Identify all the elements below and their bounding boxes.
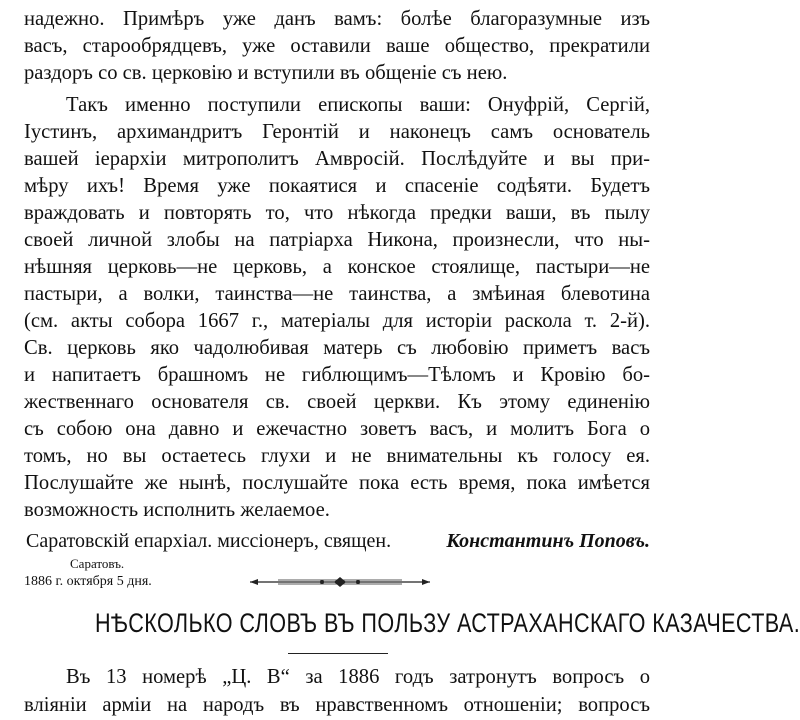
- ornament-divider-icon: [248, 574, 432, 590]
- signature-date: 1886 г. октября 5 дня.: [24, 574, 152, 589]
- text-line: Іустинъ, архимандритъ Геронтій и наконецъ самъ основатель: [24, 121, 650, 143]
- text-line: нѣшняя церковь—не церковь, а конское стоялище, пастыри—не: [24, 256, 650, 278]
- text-line: враждовать и повторять то, что нѣкогда предки ваши, въ пылу: [24, 202, 650, 224]
- text-line: Въ 13 номерѣ „Ц. В“ за 1886 годъ затронутъ вопросъ о: [66, 666, 650, 688]
- text-line: раздоръ со св. церковію и вступили въ общеніе съ нею.: [24, 62, 508, 84]
- signature-place: Саратовъ.: [70, 556, 125, 571]
- text-line: вліяніи арміи на народъ въ нравственномъ отношеніи; вопросъ: [24, 694, 650, 716]
- text-line: вашей іерархіи митрополитъ Амвросій. Послѣдуйте и вы при-: [24, 148, 650, 170]
- text-line: Св. церковь яко чадолюбивая матерь съ любовію приметъ васъ: [24, 337, 650, 359]
- heading-rule: [288, 653, 388, 654]
- text-line: съ собою она давно и ежечастно зоветъ васъ, и молитъ Бога о: [24, 418, 650, 440]
- text-line: и напитаетъ брашномъ не гиблющимъ—Тѣломъ и Кровію бо-: [24, 364, 650, 386]
- text-line: васъ, старообрядцевъ, уже оставили ваше общество, прекратили: [24, 35, 650, 57]
- text-line: своей личной злобы на патріарха Никона, произнесли, что ны-: [24, 229, 650, 251]
- text-line: мѣру ихъ! Время уже покаятися и спасеніе содѣяти. Будетъ: [24, 175, 650, 197]
- text-line: томъ, но вы остаетесь глухи и не внимательны къ голосу ея.: [24, 445, 650, 467]
- text-line: надежно. Примѣръ уже данъ вамъ: болѣе благоразумные изъ: [24, 8, 650, 30]
- text-line: возможность исполнить желаемое.: [24, 499, 330, 521]
- text-line: жественнаго основателя св. своей церкви. Къ этому единенію: [24, 391, 650, 413]
- text-line: Послушайте же нынѣ, послушайте пока есть время, пока имѣется: [24, 472, 650, 494]
- signature-line: [26, 528, 652, 555]
- text-line: (см. акты собора 1667 г., матеріалы для исторіи раскола т. 2-й).: [24, 310, 650, 332]
- text-line: Такъ именно поступили епископы ваши: Онуфрій, Сергій,: [66, 94, 650, 116]
- text-line: пастыри, а волки, таинства—не таинства, а змѣиная блевотина: [24, 283, 650, 305]
- author-name: Константинъ Поповъ.: [446, 530, 650, 552]
- author-role: Саратовскій епархіал. миссіонеръ, священ.: [26, 530, 392, 552]
- article-heading: НѢСКОЛЬКО СЛОВЪ ВЪ ПОЛЬЗУ АСТРАХАНСКАГО КАЗАЧЕСТВА.: [95, 608, 800, 638]
